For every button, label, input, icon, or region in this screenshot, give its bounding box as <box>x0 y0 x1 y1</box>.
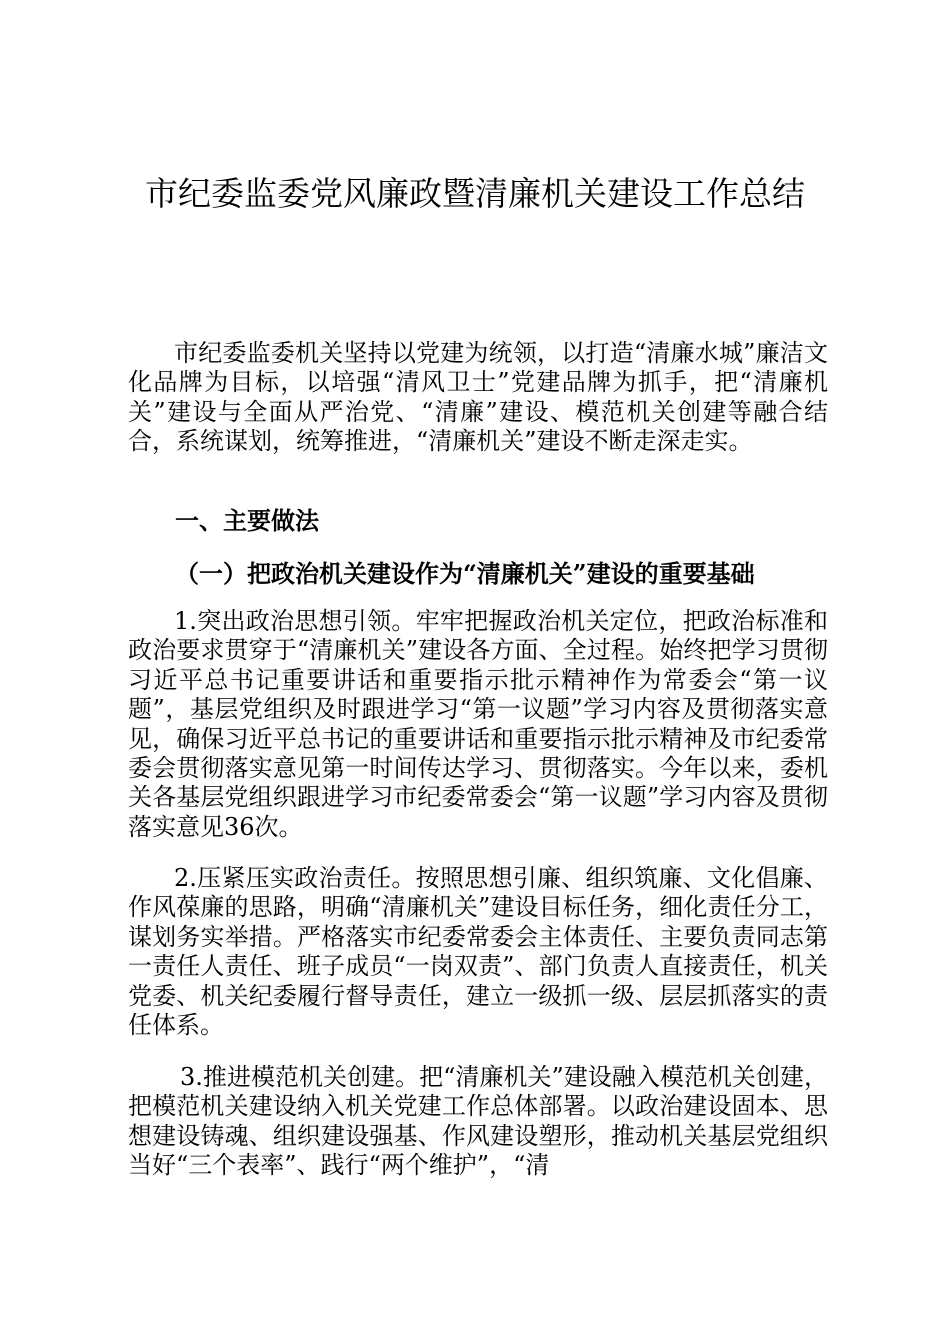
paragraph-2: 2.压紧压实政治责任。按照思想引廉、组织筑廉、文化倡廉、作风葆廉的思路，明确“清廉机关”建设目标任务，细化责任分工，谋划务实举措。严格落实市纪委常委会主体责任、主要负责同志第一责任人责任、班子成员“一岗双责”、部门负责人直接责任，机关党委、机关纪委履行督导责任，建立一级抓一级、层层抓落实的责任体系。 <box>128 864 828 1040</box>
intro-paragraph: 市纪委监委机关坚持以党建为统领，以打造“清廉水城”廉洁文化品牌为目标，以培强“清风卫士”党建品牌为抓手，把“清廉机关”建设与全面从严治党、“清廉”建设、模范机关创建等融合结合，系统谋划，统筹推进，“清廉机关”建设不断走深走实。 <box>128 339 828 456</box>
paragraph-3: 3.推进模范机关创建。把“清廉机关”建设融入模范机关创建，把模范机关建设纳入机关党建工作总体部署。以政治建设固本、思想建设铸魂、组织建设强基、作风建设塑形，推动机关基层党组织当好“三个表率”、践行“两个维护”，“清 <box>128 1063 828 1180</box>
document-title: 市纪委监委党风廉政暨清廉机关建设工作总结 <box>145 174 805 213</box>
paragraph-1: 1.突出政治思想引领。牢牢把握政治机关定位，把政治标准和政治要求贯穿于“清廉机关”建设各方面、全过程。始终把学习贯彻习近平总书记重要讲话和重要指示批示精神作为常委会“第一议题”，基层党组织及时跟进学习“第一议题”学习内容及贯彻落实意见，确保习近平总书记的重要讲话和重要指示批示精神及市纪委常委会贯彻落实意见第一时间传达学习、贯彻落实。今年以来，委机关各基层党组织跟进学习市纪委常委会“第一议题”学习内容及贯彻落实意见36次。 <box>128 607 828 841</box>
subsection-heading: （一）把政治机关建设作为“清廉机关”建设的重要基础 <box>175 559 755 588</box>
section-heading: 一、主要做法 <box>175 506 319 535</box>
